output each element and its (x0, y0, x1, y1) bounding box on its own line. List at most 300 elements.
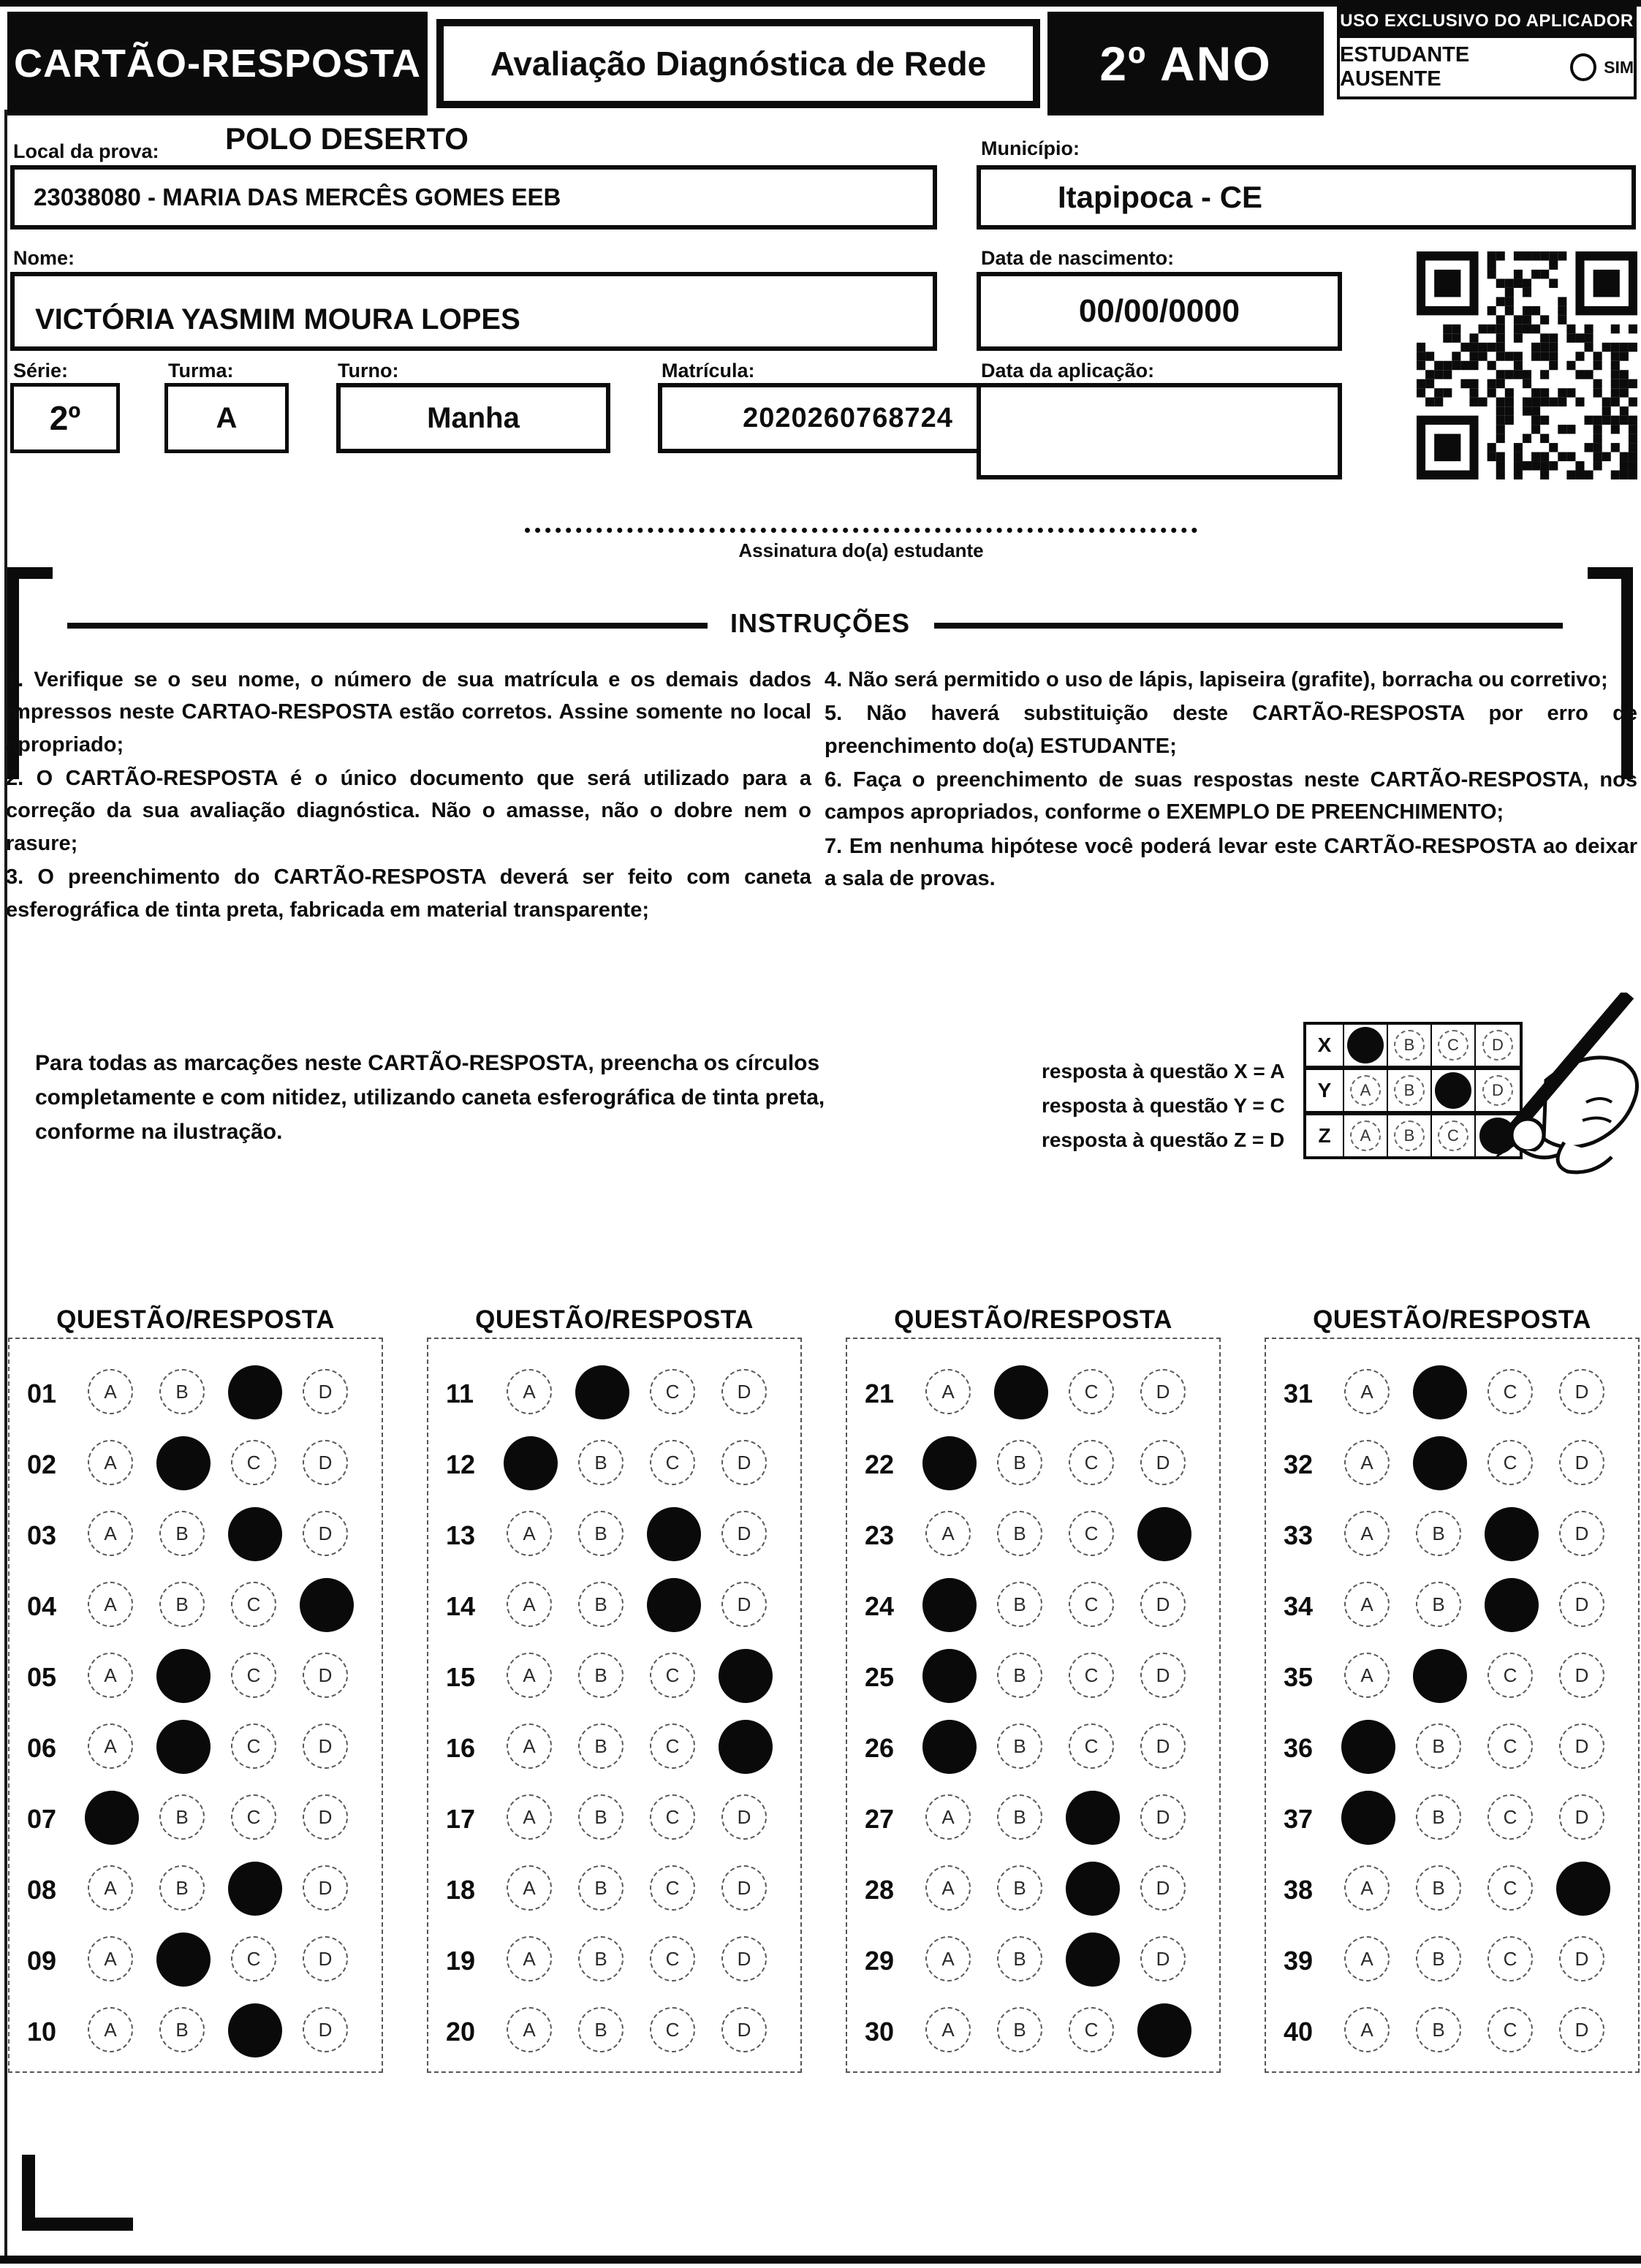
answer-bubble[interactable]: C (1069, 2007, 1114, 2052)
question-number: 12 (446, 1449, 476, 1479)
question-row (10, 1713, 382, 1783)
question-column (846, 1305, 1221, 2073)
instructions-left (6, 664, 811, 928)
answer-bubble-filled[interactable] (1066, 1933, 1120, 1987)
answer-bubble-filled[interactable] (1413, 1649, 1467, 1703)
answer-bubble[interactable]: C (231, 1723, 276, 1769)
question-column-box (427, 1338, 802, 2073)
example-option-cell (1344, 1115, 1388, 1156)
turma-value: A (216, 401, 238, 434)
answer-bubble[interactable]: D (1140, 1440, 1186, 1485)
question-row (1266, 1571, 1638, 1642)
answer-bubble-filled[interactable] (156, 1720, 211, 1774)
serie-field (10, 383, 120, 453)
question-row (10, 1571, 382, 1642)
question-column-header: QUESTÃO/RESPOSTA (475, 1305, 754, 1334)
answer-bubble-filled[interactable] (922, 1436, 977, 1490)
answer-bubble[interactable]: D (1559, 2007, 1604, 2052)
example-option-cell (1432, 1115, 1476, 1156)
question-row (1266, 1429, 1638, 1500)
answer-bubble[interactable]: B (159, 1582, 205, 1627)
question-number: 40 (1284, 2017, 1314, 2047)
answer-bubble[interactable]: B (578, 1723, 624, 1769)
question-row (428, 1925, 800, 1996)
exam-title: Avaliação Diagnóstica de Rede (436, 19, 1040, 108)
answer-bubble[interactable]: A (1344, 1582, 1390, 1627)
question-number: 18 (446, 1875, 476, 1905)
answer-bubble[interactable]: D (721, 1865, 767, 1911)
answer-bubble[interactable]: B (1416, 1794, 1461, 1840)
example-legend (1042, 1054, 1285, 1157)
question-number: 21 (865, 1378, 895, 1408)
answer-bubble[interactable]: D (303, 1369, 348, 1414)
answer-bubble[interactable]: B (159, 1369, 205, 1414)
answer-bubble[interactable]: A (925, 1511, 971, 1556)
answer-bubble-filled[interactable] (1341, 1720, 1395, 1774)
answer-bubble[interactable]: C (1487, 1936, 1533, 1981)
qr-code (1417, 251, 1637, 479)
example-bubble: A (1350, 1120, 1381, 1151)
question-number: 29 (865, 1946, 895, 1976)
serie-value: 2º (49, 399, 81, 437)
answer-bubble[interactable]: B (1416, 1723, 1461, 1769)
signature-line[interactable] (525, 528, 1197, 533)
answer-bubble[interactable]: A (1344, 1936, 1390, 1981)
answer-bubble[interactable]: D (721, 1440, 767, 1485)
nome-field (10, 272, 937, 351)
turma-label: Turma: (168, 360, 234, 382)
answer-bubble[interactable]: D (721, 1794, 767, 1840)
answer-bubble-filled[interactable] (1066, 1862, 1120, 1916)
question-row (847, 1783, 1219, 1854)
answer-bubble[interactable]: D (303, 1936, 348, 1981)
applicator-box (1337, 1, 1637, 99)
question-number: 11 (446, 1378, 474, 1408)
answer-bubble-filled[interactable] (994, 1365, 1048, 1419)
answer-bubble[interactable]: A (507, 1653, 552, 1698)
answer-bubble[interactable]: B (159, 1865, 205, 1911)
answer-bubble[interactable]: D (1559, 1723, 1604, 1769)
aplicacao-field[interactable] (977, 383, 1342, 479)
answer-bubble[interactable]: B (1416, 1936, 1461, 1981)
answer-section (8, 1305, 1640, 2073)
answer-bubble[interactable]: D (1559, 1369, 1604, 1414)
example-option-cell (1388, 1070, 1432, 1111)
answer-bubble[interactable]: C (231, 1653, 276, 1698)
matricula-label: Matrícula: (662, 360, 755, 382)
answer-bubble[interactable]: D (1140, 1582, 1186, 1627)
question-row (847, 1713, 1219, 1783)
aplicacao-label: Data da aplicação: (981, 360, 1155, 382)
example-bubble: B (1394, 1075, 1425, 1106)
answer-bubble[interactable]: D (721, 2007, 767, 2052)
answer-bubble-filled[interactable] (228, 1507, 282, 1561)
question-row (1266, 1783, 1638, 1854)
answer-bubble-filled[interactable] (228, 1862, 282, 1916)
answer-bubble[interactable]: B (997, 1653, 1042, 1698)
example-row-label: Z (1306, 1115, 1344, 1156)
nascimento-label: Data de nascimento: (981, 247, 1175, 269)
answer-bubble[interactable]: A (925, 1794, 971, 1840)
signature-caption: Assinatura do(a) estudante (738, 539, 984, 561)
answer-bubble-filled[interactable] (228, 1365, 282, 1419)
answer-bubble[interactable]: B (578, 1865, 624, 1911)
answer-bubble[interactable]: B (997, 1582, 1042, 1627)
answer-bubble[interactable]: D (721, 1369, 767, 1414)
question-column-box (8, 1338, 383, 2073)
question-row (10, 1925, 382, 1996)
answer-bubble[interactable]: A (88, 1723, 133, 1769)
applicator-box-title: USO EXCLUSIVO DO APLICADOR (1340, 4, 1634, 38)
question-number: 38 (1284, 1875, 1314, 1905)
answer-bubble[interactable]: C (1069, 1653, 1114, 1698)
answer-bubble[interactable]: D (1559, 1582, 1604, 1627)
answer-bubble[interactable]: C (231, 1440, 276, 1485)
answer-bubble[interactable]: C (231, 1582, 276, 1627)
answer-bubble[interactable]: D (1140, 1865, 1186, 1911)
answer-bubble[interactable]: A (88, 1865, 133, 1911)
answer-bubble[interactable]: B (1416, 1865, 1461, 1911)
answer-bubble[interactable]: A (925, 1865, 971, 1911)
example-bubble: D (1482, 1030, 1513, 1061)
answer-bubble[interactable]: B (997, 1723, 1042, 1769)
question-row (847, 1500, 1219, 1571)
answer-bubble[interactable]: A (507, 1369, 552, 1414)
question-number: 03 (27, 1520, 57, 1550)
question-number: 24 (865, 1591, 895, 1621)
nome-label: Nome: (13, 247, 75, 269)
answer-bubble[interactable]: B (1416, 1582, 1461, 1627)
answer-bubble[interactable]: C (1069, 1369, 1114, 1414)
answer-bubble[interactable]: A (1344, 1653, 1390, 1698)
answer-bubble[interactable]: C (1487, 2007, 1533, 2052)
municipio-field (977, 165, 1636, 230)
answer-bubble[interactable]: D (303, 1653, 348, 1698)
answer-bubble-filled[interactable] (1485, 1507, 1539, 1561)
question-number: 23 (865, 1520, 895, 1550)
instruction-item: 4. Não será permitido o uso de lápis, lapiseira (grafite), borracha ou corretivo; (825, 668, 1608, 691)
answer-bubble[interactable]: D (1559, 1936, 1604, 1981)
answer-bubble[interactable]: B (997, 1440, 1042, 1485)
question-column (1265, 1305, 1640, 2073)
answer-bubble-filled[interactable] (1066, 1791, 1120, 1845)
question-row (1266, 1713, 1638, 1783)
answer-bubble[interactable]: C (1069, 1511, 1114, 1556)
answer-bubble[interactable]: A (88, 2007, 133, 2052)
example-bubble: A (1350, 1075, 1381, 1106)
answer-bubble-filled[interactable] (647, 1578, 701, 1632)
example-bubble: B (1394, 1030, 1425, 1061)
answer-bubble[interactable]: A (507, 1794, 552, 1840)
answer-bubble[interactable]: C (650, 1369, 695, 1414)
answer-bubble[interactable]: C (650, 1440, 695, 1485)
answer-bubble[interactable]: D (1140, 1794, 1186, 1840)
answer-bubble[interactable]: A (925, 1369, 971, 1414)
answer-bubble[interactable]: B (578, 2007, 624, 2052)
answer-bubble[interactable]: A (1344, 1369, 1390, 1414)
question-number: 13 (446, 1520, 476, 1550)
question-column-box (1265, 1338, 1640, 2073)
answer-bubble[interactable]: A (88, 1936, 133, 1981)
answer-bubble[interactable]: C (231, 1936, 276, 1981)
answer-bubble[interactable]: A (88, 1582, 133, 1627)
school-value: 23038080 - MARIA DAS MERCÊS GOMES EEB (34, 183, 561, 211)
question-row (10, 1642, 382, 1713)
answer-bubble[interactable]: C (650, 2007, 695, 2052)
answer-bubble[interactable]: C (650, 1723, 695, 1769)
answer-bubble[interactable]: B (997, 1511, 1042, 1556)
instruction-item: 6. Faça o preenchimento de suas respostas neste CARTÃO-RESPOSTA, nos campos apropriados, conforme o EXEMPLO DE PREENCHIMENTO; (825, 768, 1637, 824)
answer-bubble[interactable]: A (88, 1511, 133, 1556)
answer-bubble[interactable]: D (1559, 1511, 1604, 1556)
example-bubble: D (1482, 1075, 1513, 1106)
answer-bubble-filled[interactable] (300, 1578, 354, 1632)
grade-badge: 2º ANO (1047, 12, 1324, 115)
question-row (847, 1571, 1219, 1642)
answer-bubble[interactable]: C (1069, 1723, 1114, 1769)
answer-bubble[interactable]: A (507, 1582, 552, 1627)
answer-bubble[interactable]: C (650, 1653, 695, 1698)
answer-bubble[interactable]: D (303, 1794, 348, 1840)
question-number: 35 (1284, 1662, 1314, 1692)
question-number: 01 (27, 1378, 57, 1408)
answer-bubble[interactable]: D (303, 1511, 348, 1556)
question-row (1266, 1996, 1638, 2067)
answer-bubble[interactable]: C (650, 1865, 695, 1911)
answer-bubble[interactable]: D (1559, 1440, 1604, 1485)
answer-bubble[interactable]: B (997, 1794, 1042, 1840)
question-number: 14 (446, 1591, 476, 1621)
absent-sim-bubble[interactable] (1570, 53, 1596, 81)
card-title: CARTÃO-RESPOSTA (7, 12, 428, 115)
answer-bubble-filled[interactable] (922, 1649, 977, 1703)
question-number: 06 (27, 1733, 57, 1763)
answer-bubble[interactable]: B (997, 1865, 1042, 1911)
question-row (428, 1783, 800, 1854)
answer-bubble[interactable]: C (1069, 1582, 1114, 1627)
answer-bubble[interactable]: C (1487, 1794, 1533, 1840)
question-number: 36 (1284, 1733, 1314, 1763)
question-row (428, 1996, 800, 2067)
answer-bubble[interactable]: B (578, 1653, 624, 1698)
example-option-cell (1344, 1025, 1388, 1066)
answer-bubble[interactable]: B (997, 1936, 1042, 1981)
answer-bubble[interactable]: A (507, 1723, 552, 1769)
answer-bubble[interactable]: D (721, 1582, 767, 1627)
question-row (847, 1854, 1219, 1925)
question-column-box (846, 1338, 1221, 2073)
answer-bubble[interactable]: D (721, 1936, 767, 1981)
answer-bubble[interactable]: C (1069, 1440, 1114, 1485)
answer-bubble-filled[interactable] (228, 2003, 282, 2057)
instruction-item: 3. O preenchimento do CARTÃO-RESPOSTA deverá ser feito com caneta esferográfica de tinta preta, fabricada em material transparente; (6, 865, 811, 922)
answer-bubble[interactable]: A (1344, 2007, 1390, 2052)
answer-bubble[interactable]: B (1416, 2007, 1461, 2052)
turma-field (164, 383, 289, 453)
question-row (428, 1358, 800, 1429)
question-column (427, 1305, 802, 2073)
example-legend-line: resposta à questão Z = D (1042, 1129, 1285, 1152)
answer-bubble[interactable]: A (507, 1936, 552, 1981)
question-number: 20 (446, 2017, 476, 2047)
question-row (1266, 1854, 1638, 1925)
answer-bubble-filled[interactable] (647, 1507, 701, 1561)
question-number: 31 (1284, 1378, 1314, 1408)
question-number: 09 (27, 1946, 57, 1976)
example-row-label: X (1306, 1025, 1344, 1066)
turno-value: Manha (427, 401, 520, 434)
answer-bubble[interactable]: A (925, 2007, 971, 2052)
answer-bubble-filled[interactable] (1137, 2003, 1191, 2057)
nome-value: VICTÓRIA YASMIM MOURA LOPES (35, 303, 520, 335)
question-number: 34 (1284, 1591, 1314, 1621)
answer-bubble[interactable]: B (578, 1794, 624, 1840)
nascimento-value: 00/00/0000 (1078, 293, 1240, 329)
answer-bubble[interactable]: B (997, 2007, 1042, 2052)
answer-bubble-filled[interactable] (504, 1436, 558, 1490)
turno-label: Turno: (338, 360, 399, 382)
answer-bubble[interactable]: C (1487, 1723, 1533, 1769)
question-row (847, 1358, 1219, 1429)
answer-bubble[interactable]: D (1140, 1723, 1186, 1769)
answer-bubble-filled[interactable] (719, 1720, 773, 1774)
answer-bubble[interactable]: D (1140, 1936, 1186, 1981)
answer-bubble-filled[interactable] (1485, 1578, 1539, 1632)
answer-bubble[interactable]: A (88, 1653, 133, 1698)
municipio-label: Município: (981, 137, 1080, 159)
question-number: 25 (865, 1662, 895, 1692)
question-number: 37 (1284, 1804, 1314, 1834)
example-option-cell (1388, 1115, 1432, 1156)
question-number: 10 (27, 2017, 57, 2047)
turno-field (336, 383, 610, 453)
instruction-item: 1. Verifique se o seu nome, o número de sua matrícula e os demais dados impressos neste CARTAO-RESPOSTA estão corretos. Assine somente no local apropriado; (6, 668, 811, 756)
answer-bubble[interactable]: D (303, 1440, 348, 1485)
example-option-cell (1432, 1070, 1476, 1111)
answer-bubble-filled[interactable] (156, 1649, 211, 1703)
question-number: 39 (1284, 1946, 1314, 1976)
answer-bubble[interactable]: B (578, 1511, 624, 1556)
answer-bubble[interactable]: C (650, 1936, 695, 1981)
question-column-header: QUESTÃO/RESPOSTA (1313, 1305, 1591, 1334)
question-number: 32 (1284, 1449, 1314, 1479)
answer-bubble[interactable]: D (303, 1723, 348, 1769)
answer-bubble[interactable]: B (578, 1936, 624, 1981)
question-row (428, 1429, 800, 1500)
instruction-item: 5. Não haverá substituição deste CARTÃO-RESPOSTA por erro de preenchimento do(a) ESTUDANTE; (825, 702, 1637, 758)
answer-bubble[interactable]: C (650, 1794, 695, 1840)
bottom-edge-rule (0, 2256, 1641, 2264)
question-row (1266, 1500, 1638, 1571)
question-row (10, 1854, 382, 1925)
answer-bubble-filled[interactable] (922, 1720, 977, 1774)
answer-bubble[interactable]: A (1344, 1440, 1390, 1485)
question-row (10, 1429, 382, 1500)
answer-bubble[interactable]: A (507, 1511, 552, 1556)
answer-bubble[interactable]: A (925, 1936, 971, 1981)
answer-bubble-filled[interactable] (575, 1365, 629, 1419)
question-row (10, 1500, 382, 1571)
answer-bubble[interactable]: D (1140, 1369, 1186, 1414)
answer-bubble[interactable]: D (1140, 1653, 1186, 1698)
question-number: 15 (446, 1662, 476, 1692)
instruction-item: 2. O CARTÃO-RESPOSTA é o único documento que será utilizado para a correção da sua avaliação diagnóstica. Não o amasse, não o dobre nem o rasure; (6, 767, 811, 855)
example-option-cell (1344, 1070, 1388, 1111)
answer-bubble[interactable]: B (159, 1511, 205, 1556)
question-number: 07 (27, 1804, 57, 1834)
answer-bubble-filled[interactable] (156, 1436, 211, 1490)
question-number: 30 (865, 2017, 895, 2047)
answer-bubble-filled[interactable] (85, 1791, 139, 1845)
question-row (847, 1429, 1219, 1500)
answer-bubble[interactable]: D (721, 1511, 767, 1556)
answer-bubble[interactable]: D (303, 2007, 348, 2052)
question-row (1266, 1358, 1638, 1429)
instructions-right (825, 664, 1637, 897)
school-field (10, 165, 937, 230)
question-column-header: QUESTÃO/RESPOSTA (894, 1305, 1172, 1334)
answer-bubble-filled[interactable] (1556, 1862, 1610, 1916)
question-number: 02 (27, 1449, 57, 1479)
answer-bubble-filled[interactable] (1137, 1507, 1191, 1561)
question-number: 26 (865, 1733, 895, 1763)
question-number: 22 (865, 1449, 895, 1479)
matricula-value: 2020260768724 (743, 402, 953, 433)
question-row (10, 1996, 382, 2067)
answer-bubble[interactable]: A (1344, 1865, 1390, 1911)
example-option-cell (1388, 1025, 1432, 1066)
example-bubble: C (1438, 1030, 1468, 1061)
answer-bubble-filled[interactable] (1413, 1436, 1467, 1490)
answer-bubble[interactable]: A (507, 1865, 552, 1911)
answer-bubble[interactable]: B (159, 1794, 205, 1840)
answer-bubble[interactable]: B (578, 1440, 624, 1485)
question-row (10, 1783, 382, 1854)
answer-bubble[interactable]: C (1487, 1865, 1533, 1911)
example-bubble-filled (1435, 1072, 1471, 1109)
question-row (428, 1571, 800, 1642)
answer-bubble[interactable]: D (303, 1865, 348, 1911)
answer-bubble[interactable]: C (231, 1794, 276, 1840)
example-bubble: C (1438, 1120, 1468, 1151)
question-column-header: QUESTÃO/RESPOSTA (56, 1305, 335, 1334)
answer-bubble[interactable]: A (88, 1369, 133, 1414)
answer-bubble[interactable]: B (578, 1582, 624, 1627)
answer-bubble-filled[interactable] (1413, 1365, 1467, 1419)
answer-bubble[interactable]: B (159, 2007, 205, 2052)
answer-bubble[interactable]: B (1416, 1511, 1461, 1556)
answer-bubble[interactable]: A (507, 2007, 552, 2052)
answer-bubble-filled[interactable] (1341, 1791, 1395, 1845)
answer-bubble[interactable]: C (1487, 1440, 1533, 1485)
answer-bubble[interactable]: D (1559, 1794, 1604, 1840)
answer-bubble[interactable]: A (1344, 1511, 1390, 1556)
answer-bubble-filled[interactable] (719, 1649, 773, 1703)
answer-bubble[interactable]: D (1559, 1653, 1604, 1698)
question-row (428, 1854, 800, 1925)
question-column (8, 1305, 383, 2073)
answer-bubble-filled[interactable] (922, 1578, 977, 1632)
answer-bubble[interactable]: A (88, 1440, 133, 1485)
question-row (428, 1500, 800, 1571)
instruction-item: 7. Em nenhuma hipótese você poderá levar este CARTÃO-RESPOSTA ao deixar a sala de provas. (825, 834, 1637, 891)
local-prova-value: POLO DESERTO (225, 121, 469, 156)
question-number: 05 (27, 1662, 57, 1692)
answer-bubble[interactable]: C (1487, 1369, 1533, 1414)
crop-mark-bottom-left (22, 2218, 133, 2231)
answer-bubble-filled[interactable] (156, 1933, 211, 1987)
answer-bubble[interactable]: C (1487, 1653, 1533, 1698)
